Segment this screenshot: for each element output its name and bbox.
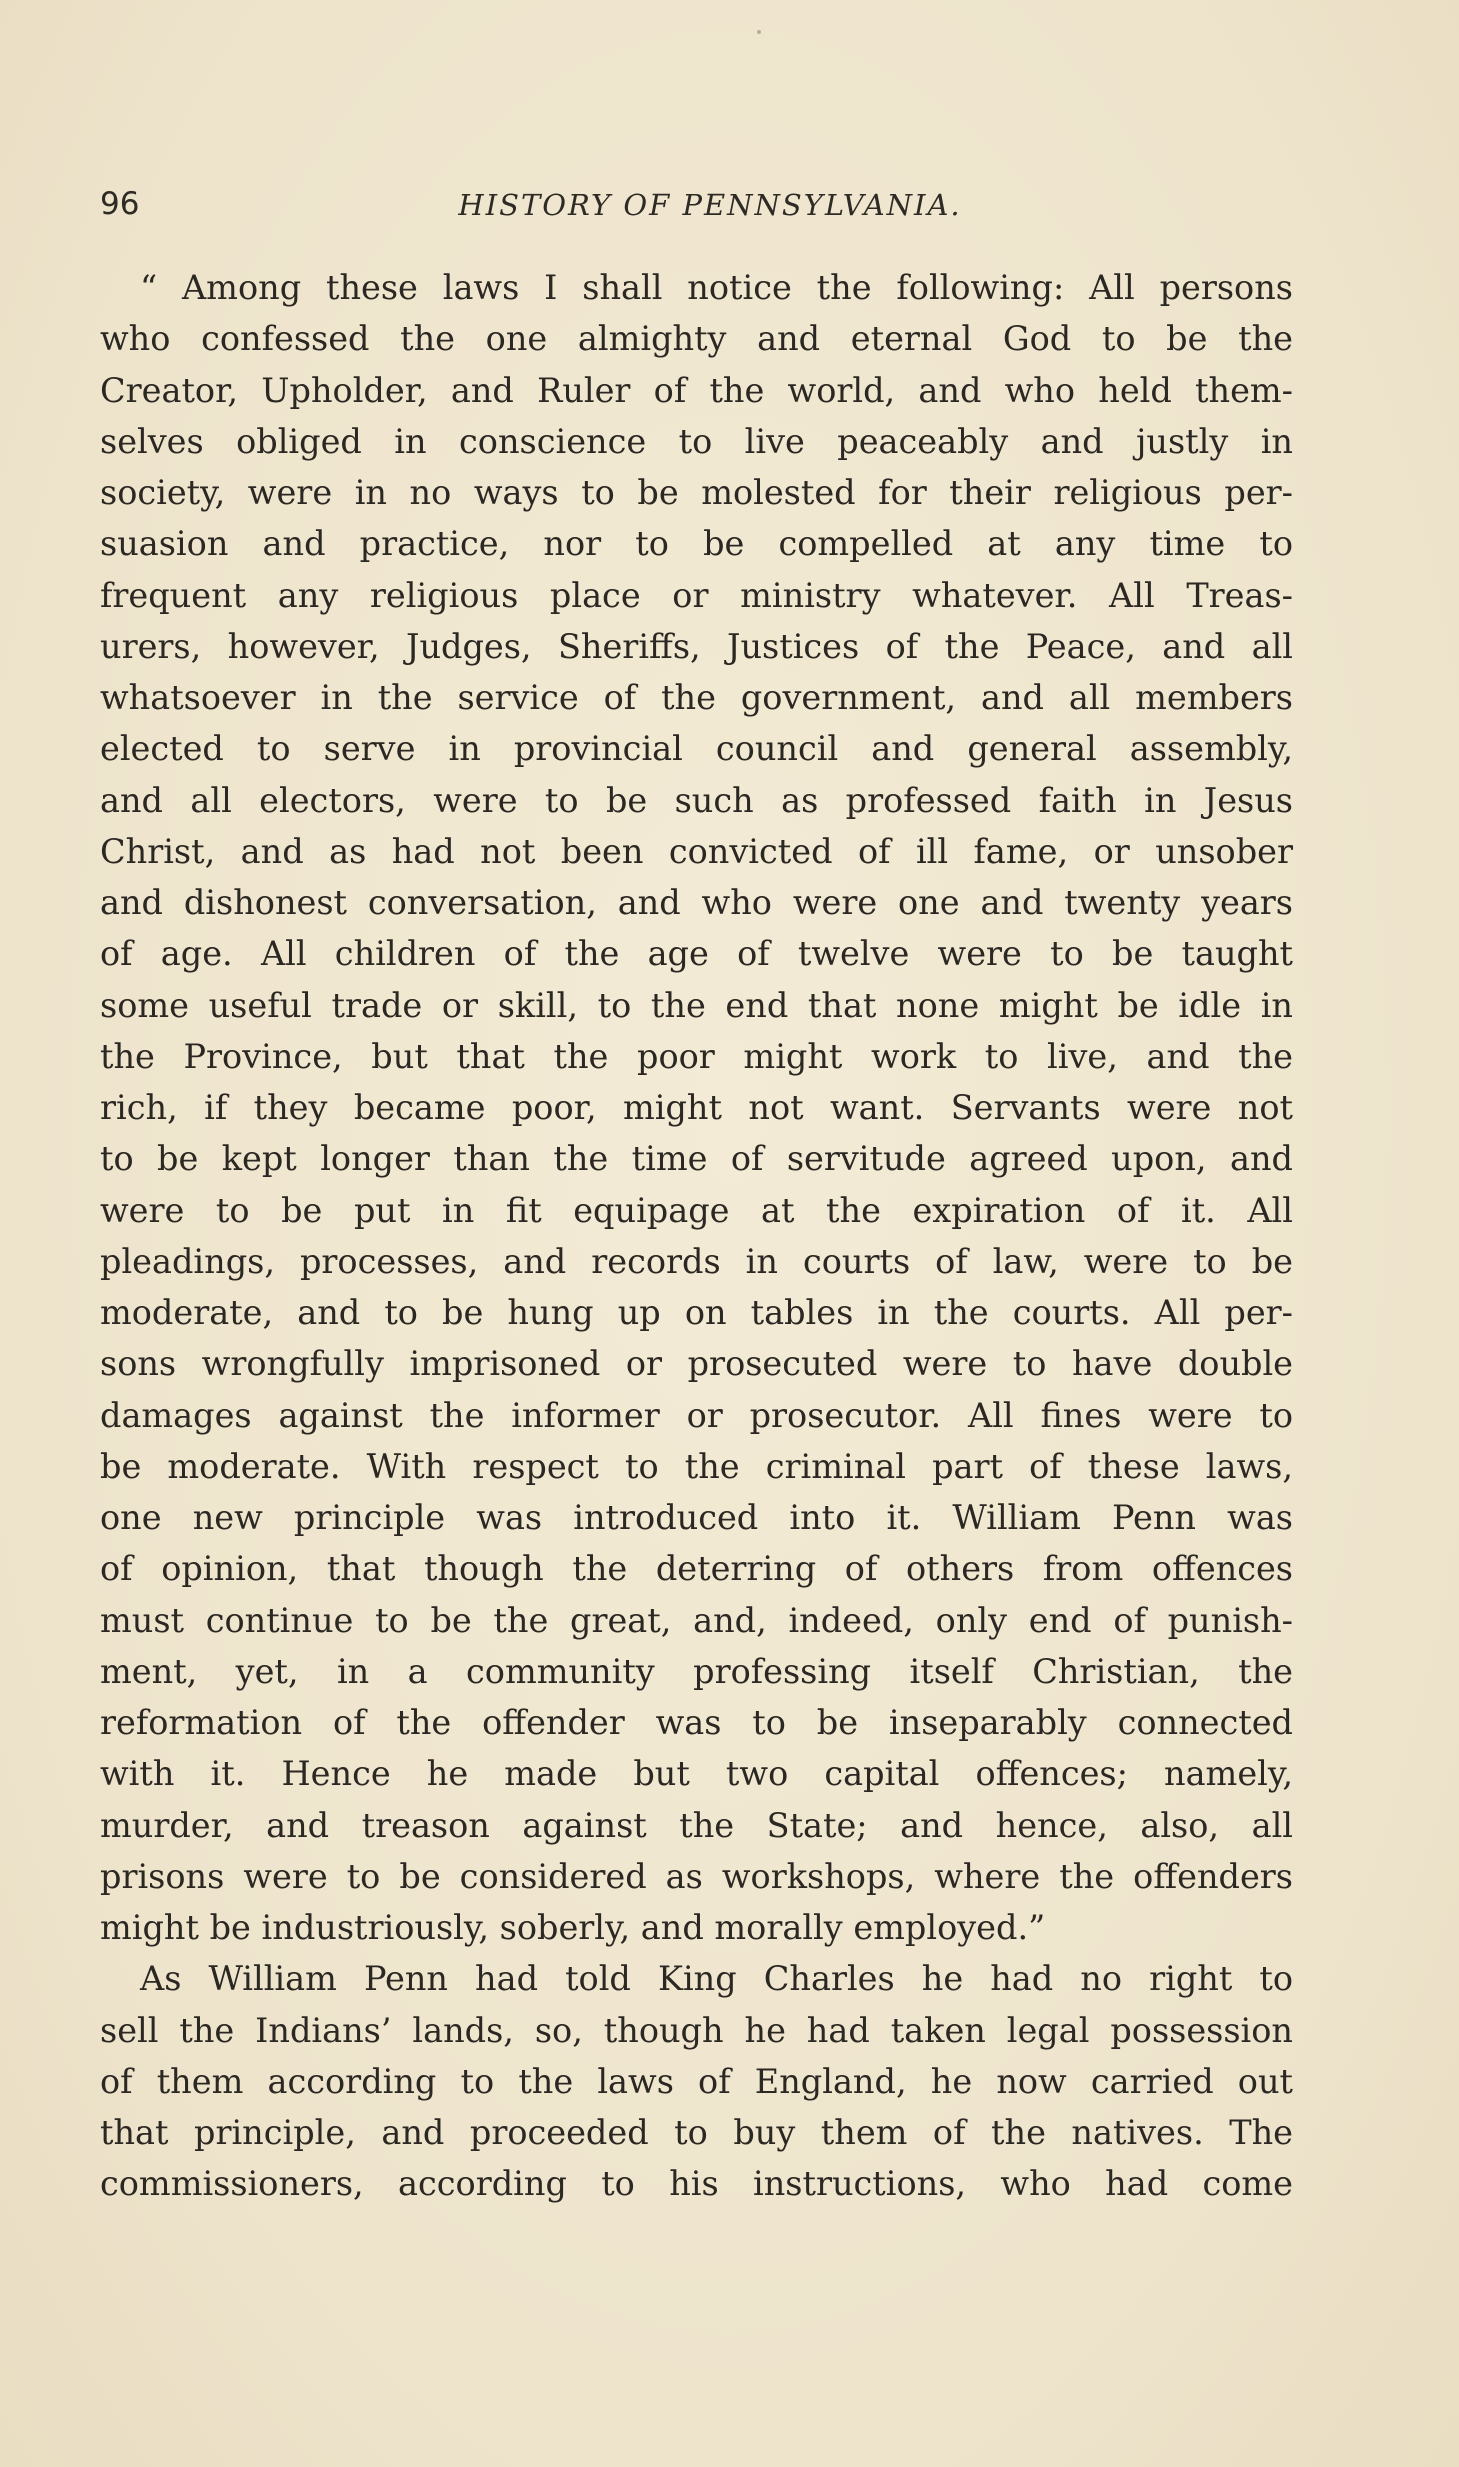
text-line: whatsoever in the service of the government, and all members <box>100 678 1293 717</box>
text-line: be moderate. With respect to the criminal part of these laws, <box>100 1446 1293 1486</box>
body-text <box>100 262 1293 2210</box>
text-line: some useful trade or skill, to the end that none might be idle in <box>100 985 1293 1025</box>
text-line: must continue to be the great, and, indeed, only end of punish- <box>100 1600 1293 1640</box>
text-line: suasion and practice, nor to be compelled at any time to <box>100 524 1293 564</box>
running-title: HISTORY OF PENNSYLVANIA. <box>458 188 962 222</box>
text-line: of them according to the laws of England, he now carried out <box>100 2061 1293 2101</box>
text-line: that principle, and proceeded to buy them of the natives. The <box>100 2113 1293 2152</box>
text-line: elected to serve in provincial council and general assembly, <box>100 729 1293 769</box>
text-line: sell the Indians’ lands, so, though he had taken legal possession <box>100 2010 1293 2050</box>
text-line: prisons were to be considered as workshops, where the offenders <box>100 1856 1293 1896</box>
text-line: with it. Hence he made but two capital offences; namely, <box>100 1754 1293 1794</box>
page-header <box>100 186 1300 236</box>
text-line: sons wrongfully imprisoned or prosecuted were to have double <box>100 1344 1293 1384</box>
text-line: who confessed the one almighty and eternal God to be the <box>100 319 1293 359</box>
text-line: ment, yet, in a community professing itself Christian, the <box>100 1651 1293 1691</box>
text-line: As William Penn had told King Charles he had no right to <box>140 1959 1293 1999</box>
text-line: urers, however, Judges, Sheriffs, Justices of the Peace, and all <box>100 626 1293 666</box>
text-line: society, were in no ways to be molested for their religious per- <box>100 473 1293 512</box>
text-line: might be industriously, soberly, and morally employed.” <box>100 1908 1046 1947</box>
text-line: reformation of the offender was to be inseparably connected <box>100 1703 1293 1742</box>
text-line: Christ, and as had not been convicted of ill fame, or unsober <box>100 831 1293 871</box>
paper-speck <box>757 30 761 34</box>
text-line: were to be put in fit equipage at the expiration of it. All <box>100 1190 1293 1230</box>
text-line: of age. All children of the age of twelve were to be taught <box>100 934 1293 974</box>
text-line: commissioners, according to his instructions, who had come <box>100 2164 1293 2204</box>
text-line: and dishonest conversation, and who were one and twenty years <box>100 883 1293 922</box>
text-line: damages against the informer or prosecutor. All fines were to <box>100 1395 1293 1435</box>
page-number: 96 <box>100 186 140 222</box>
paragraph-quote <box>100 262 1293 1953</box>
paragraph-penn-lands <box>100 1953 1293 2209</box>
text-line: the Province, but that the poor might work to live, and the <box>100 1036 1293 1076</box>
text-line: pleadings, processes, and records in courts of law, were to be <box>100 1241 1293 1281</box>
text-line: murder, and treason against the State; and hence, also, all <box>100 1805 1293 1845</box>
text-line: frequent any religious place or ministry whatever. All Treas- <box>100 575 1293 615</box>
text-line: Creator, Upholder, and Ruler of the world, and who held them- <box>100 370 1293 410</box>
text-line: selves obliged in conscience to live peaceably and justly in <box>100 421 1293 461</box>
text-line: one new principle was introduced into it. William Penn was <box>100 1498 1293 1537</box>
text-line: moderate, and to be hung up on tables in the courts. All per- <box>100 1293 1293 1332</box>
text-line: to be kept longer than the time of servitude agreed upon, and <box>100 1139 1293 1179</box>
text-line: and all electors, were to be such as professed faith in Jesus <box>100 780 1293 820</box>
text-line: rich, if they became poor, might not want. Servants were not <box>100 1088 1293 1127</box>
text-line: of opinion, that though the deterring of others from offences <box>100 1549 1293 1589</box>
text-line: “ Among these laws I shall notice the following: All persons <box>140 268 1293 307</box>
